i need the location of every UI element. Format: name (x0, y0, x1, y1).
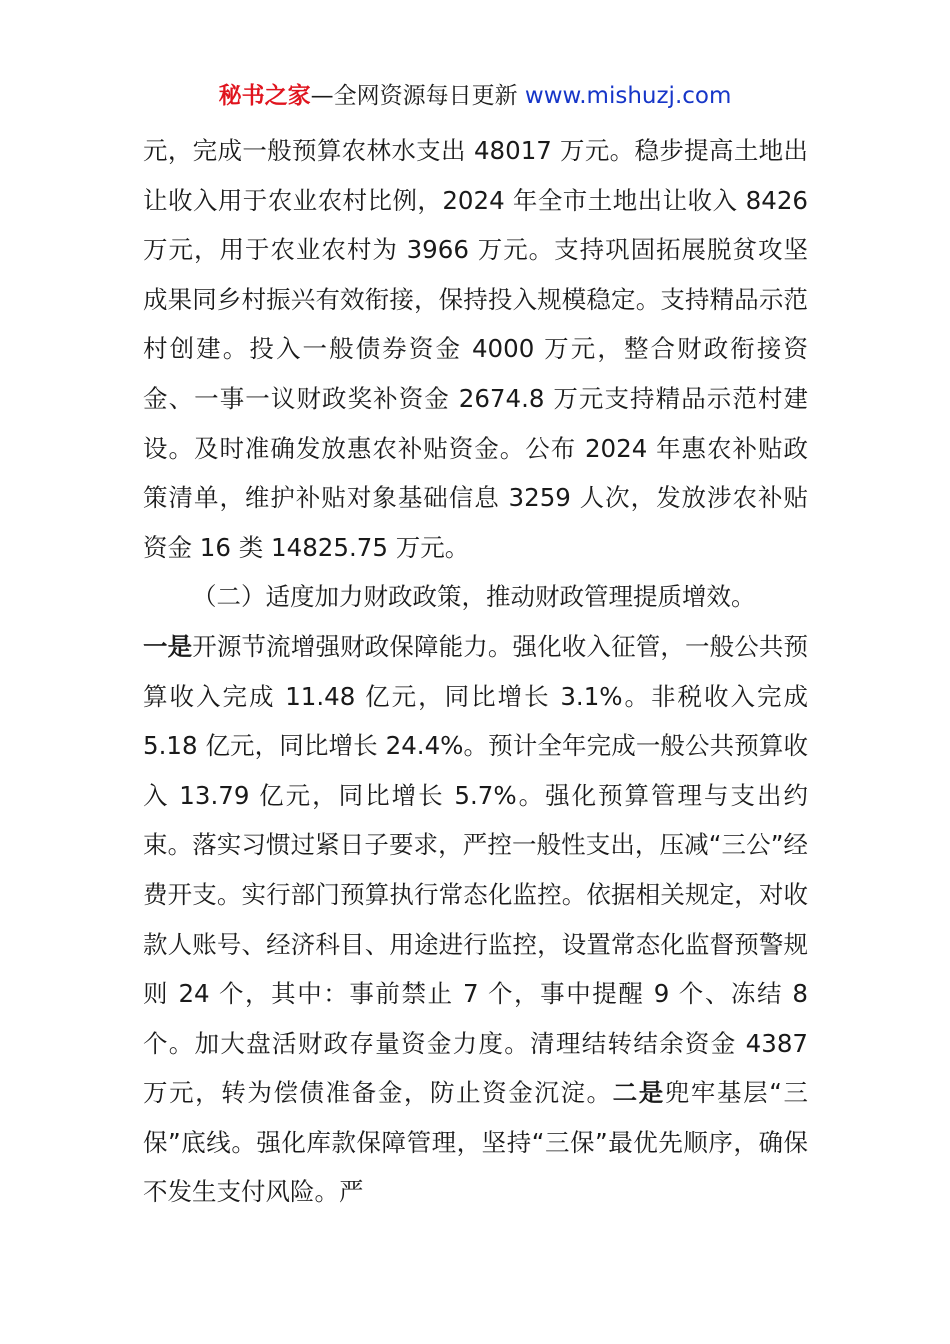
header-url-link[interactable]: www.mishuzj.com (524, 83, 732, 109)
lead-marker-second: 二是 (612, 1078, 665, 1108)
brand-name: 秘书之家 (218, 83, 311, 109)
paragraph-text-first: 开源节流增强财政保障能力。强化收入征管，一般公共预算收入完成 11.48 亿元，同比增长 3.1%。非税收入完成 5.18 亿元，同比增长 24.4%。预计全年完成一般公共预算收入 13.79 亿元，同比增长 5.7%。强化预算管理与支出约束。落实习惯过紧日子要求，严控一般性支出，压减“三公”经费开支。实行部门预算执行常态化监控。依据相关规定，对收款人账号、经济科目、用途进行监控，设置常态化监督预警规则 24 个，其中：事前禁止 7 个，事中提醒 9 个、冻结 8 个。加大盘活财政存量资金力度。清理结转结余资金 4387 万元，转为偿债准备金，防止资金沉淀。 (143, 631, 809, 1108)
paragraph-text-second: 兜牢基层“三保”底线。强化库款保障管理，坚持“三保”最优先顺序，确保不发生支付风险。严 (143, 1078, 808, 1207)
document-body (143, 126, 808, 1217)
lead-marker-first: 一是 (143, 631, 193, 661)
paragraph-fiscal-management (143, 622, 808, 1217)
section-heading-fiscal-policy: （二）适度加力财政政策，推动财政管理提质增效。 (192, 582, 756, 612)
page-header (0, 80, 950, 112)
paragraph-agriculture-spending: 元，完成一般预算农林水支出 48017 万元。稳步提高土地出让收入用于农业农村比例，2024 年全市土地出让收入 8426 万元，用于农业农村为 3966 万元。支持巩固拓展脱贫攻坚成果同乡村振兴有效衔接，保持投入规模稳定。支持精品示范村创建。投入一般债券资金 4000 万元，整合财政衔接资金、一事一议财政奖补资金 2674.8 万元支持精品示范村建设。及时准确发放惠农补贴资金。公布 2024 年惠农补贴政策清单，维护补贴对象基础信息 3259 人次，发放涉农补贴资金 16 类 14825.75 万元。 (143, 136, 808, 562)
header-tagline: —全网资源每日更新 (310, 83, 525, 109)
